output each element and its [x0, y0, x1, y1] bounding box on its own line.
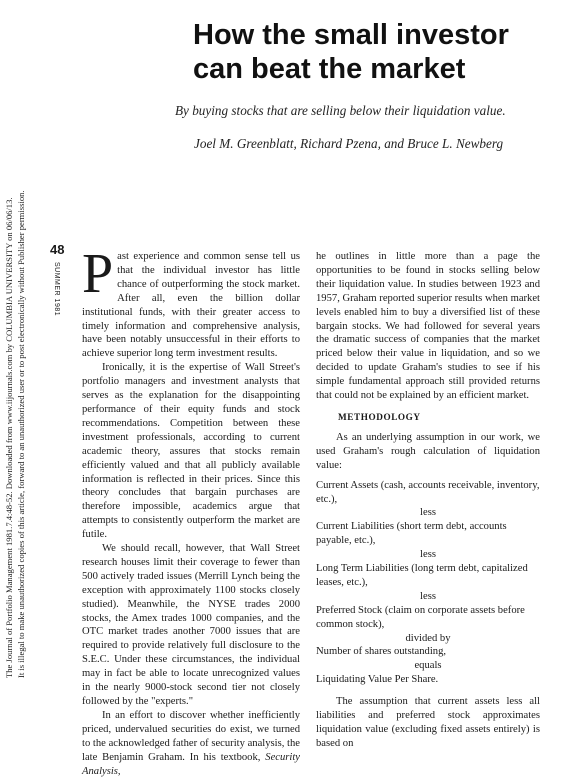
paragraph-text: In an effort to discover whether inefficiently priced, undervalued securities do exist, we turned to the acknowledged father of security analysis, the late Benjamin Graham. In his textbook, [82, 709, 300, 763]
paragraph: he outlines in little more than a page the opportunities to be found in stocks selling below their liquidation value. In studies between 1923 and 1957, Graham reported superior results when market levels enabled him to buy a diversified list of these bargain stocks. We had followed for several years the dramatic success of companies that the market priced below their value in liquidation, and so we decided to update Graham's studies to see if his simple fundamental approach still provided returns that could not be explained by an efficient market. [316, 251, 540, 402]
paragraph: Ironically, it is the expertise of Wall Street's portfolio managers and investment analysts that serves as the explanation for the disappointing performance of their equity funds and stock recommendations. Competition between these investment professionals, according to current academic theory, assures that stocks remain efficiently valued and that all publicly available information is reflected in their prices. Since this theory concludes that bargain purchases are therefore impossible, academics argue that attempts to consistently outperform the market are futile. [82, 362, 300, 541]
page-number: 48 [50, 242, 65, 257]
paragraph [82, 709, 300, 778]
title-line-1: How the small investor [193, 19, 509, 51]
paragraph-text: ast experience and common sense tell us that the individual investor has little chance of outperforming the stock market. After all, even the billion dollar institutional funds, with their greater access to timely information and comprehensive analysis, have been notably unsuccessful in their efforts to achieve superior long term investment results. [82, 251, 300, 360]
formula-term: Preferred Stock (claim on corporate assets before common stock), [316, 604, 525, 630]
formula-term: Current Liabilities (short term debt, accounts payable, etc.), [316, 521, 507, 547]
formula-result: Liquidating Value Per Share. [316, 674, 439, 686]
liquidation-formula [316, 479, 540, 688]
issue-text: SUMMER 1981 [53, 262, 60, 317]
paragraph: We should recall, however, that Wall Street research houses limit their coverage to fewer than 500 actively traded issues (Merrill Lynch being the exception with approximately 1100 stocks closely studied). Meanwhile, the NYSE trades 2000 stocks, the Amex trades 1000 companies, and the OTC market trades another 7000 issues that are required to provide relatively full disclosure to the S.E.C. Under these circumstances, the individual may in fact be able to locate unrecognized values in the nearly 9000-stock second tier not closely followed by the "experts." [82, 543, 300, 707]
issue-label [50, 262, 60, 322]
formula-operator: divided by [405, 632, 451, 644]
article-title [193, 18, 573, 86]
formula-operator: less [420, 507, 436, 519]
section-heading: METHODOLOGY [338, 411, 421, 422]
paragraph: The assumption that current assets less all liabilities and preferred stock approximates liquidation value (excluding fixed assets entirely) is based on [316, 696, 540, 749]
drop-cap: P [82, 243, 114, 305]
text-column-left [82, 243, 300, 778]
paragraph: As an underlying assumption in our work, we used Graham's rough calculation of liquidation value: [316, 431, 540, 471]
copyright-line-1: The Journal of Portfolio Management 1981.7.4:48-52. Downloaded from www.iijournals.com by COLUMBIA UNIVERSITY on 06/06/13. [4, 197, 14, 678]
article-authors: Joel M. Greenblatt, Richard Pzena, and Bruce L. Newberg [194, 136, 504, 151]
copyright-sidebar [2, 118, 36, 678]
text-column-right [316, 250, 540, 751]
formula-operator: equals [414, 660, 442, 672]
copyright-line-2: It is illegal to make unauthorized copies of this article, forward to an unauthorized user or to post electronically without Publisher permission. [16, 190, 26, 678]
formula-operator: less [420, 590, 436, 602]
formula-operator: less [420, 549, 436, 561]
article-subtitle: By buying stocks that are selling below their liquidation value. [175, 103, 506, 118]
formula-term: Current Assets (cash, accounts receivable, inventory, etc.), [316, 479, 540, 505]
title-line-2: can beat the market [193, 53, 466, 85]
book-title: Security Analysis, [82, 751, 300, 777]
formula-term: Long Term Liabilities (long term debt, capitalized leases, etc.), [316, 563, 528, 588]
formula-term: Number of shares outstanding, [316, 646, 447, 658]
paragraph [82, 243, 300, 361]
